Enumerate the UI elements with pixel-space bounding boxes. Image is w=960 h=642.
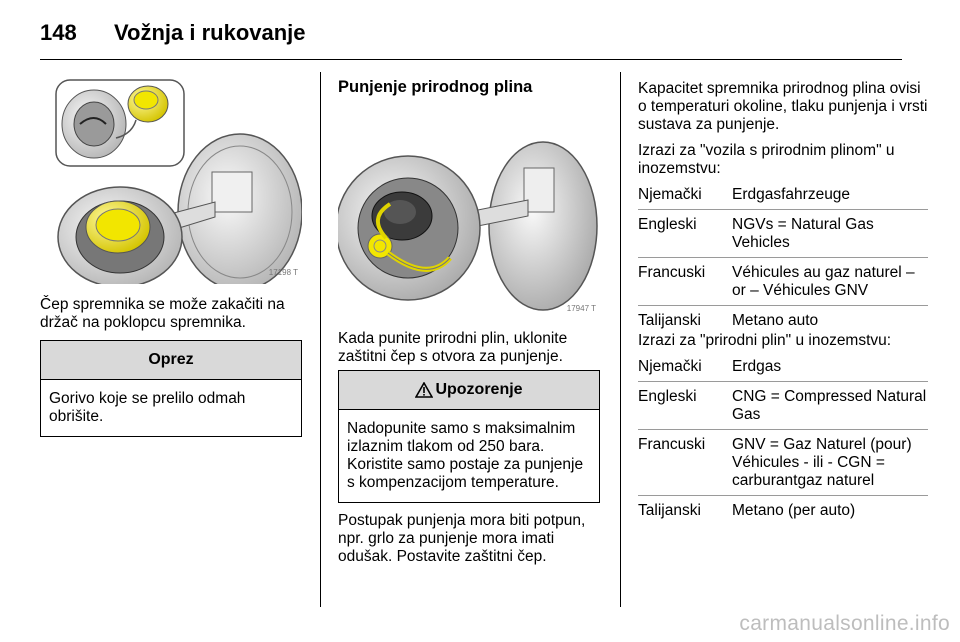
term-cell: CNG = Compressed Natural Gas: [732, 388, 927, 423]
term-cell: Metano auto: [732, 312, 819, 329]
terms-vehicles-table: [638, 180, 928, 335]
caution-box: [40, 340, 302, 437]
warning-header: [339, 371, 599, 410]
term-cell: GNV = Gaz Naturel (pour) Véhicules - ili - CGN = carburantgaz naturel: [732, 436, 912, 489]
intro-paragraph: Kada punite prirodni plin, uklonite zaštitni čep s otvora za punjenje.: [338, 330, 568, 365]
figure-code: 17947 T: [566, 304, 596, 313]
fuel-cap-illustration: [40, 72, 302, 284]
warning-box: [338, 370, 600, 503]
warning-title: Upozorenje: [435, 381, 523, 398]
terms-gas-table: [638, 352, 928, 525]
gas-filler-figure: [338, 108, 600, 320]
language-cell: Engleski: [638, 216, 697, 233]
gas-filler-illustration: [338, 108, 600, 320]
term-cell: Metano (per auto): [732, 502, 856, 519]
chapter-title: Vožnja i rukovanje: [114, 20, 306, 45]
caution-body: Gorivo koje se prelilo odmah obrišite.: [49, 390, 246, 425]
table-row: [638, 495, 928, 525]
language-cell: Engleski: [638, 388, 697, 405]
column-divider-1: [320, 72, 321, 607]
language-cell: Njemački: [638, 186, 702, 203]
warning-body: Nadopunite samo s maksimalnim izlaznim tlakom od 250 bara. Koristite samo postaje za punjenje s kompenzacijom temperature.: [347, 420, 584, 491]
section-heading: Punjenje prirodnog plina: [338, 78, 533, 96]
table-row: [638, 429, 928, 495]
caution-title: Oprez: [41, 341, 301, 380]
language-cell: Njemački: [638, 358, 702, 375]
figure-caption: Čep spremnika se može zakačiti na držač na poklopcu spremnika.: [40, 296, 285, 331]
language-cell: Talijanski: [638, 312, 701, 329]
capacity-paragraph: Kapacitet spremnika prirodnog plina ovisi o temperaturi okoline, tlaku punjenja i vrsti sustava za punjenje.: [638, 80, 928, 133]
warning-icon: [415, 382, 433, 398]
term-cell: Véhicules au gaz naturel – or – Véhicules GNV: [732, 264, 915, 299]
table-row: [638, 352, 928, 381]
terms-vehicles-intro: Izrazi za "vozila s prirodnim plinom" u inozemstvu:: [638, 142, 895, 177]
watermark: carmanualsonline.info: [739, 612, 950, 635]
language-cell: Talijanski: [638, 502, 701, 519]
header-rule: [40, 59, 902, 60]
table-row: [638, 180, 928, 209]
table-row: [638, 257, 928, 305]
figure-code: 17198 T: [268, 268, 298, 277]
table-row: [638, 305, 928, 335]
term-cell: NGVs = Natural Gas Vehicles: [732, 216, 874, 251]
column-divider-2: [620, 72, 621, 607]
table-row: [638, 381, 928, 429]
terms-gas-intro: Izrazi za "prirodni plin" u inozemstvu:: [638, 332, 892, 349]
term-cell: Erdgasfahrzeuge: [732, 186, 851, 203]
procedure-paragraph: Postupak punjenja mora biti potpun, npr. grlo za punjenje mora imati odušak. Postavite zaštitni čep.: [338, 512, 586, 565]
page-number: 148: [40, 20, 77, 45]
fuel-cap-figure: [40, 72, 302, 284]
table-row: [638, 209, 928, 257]
term-cell: Erdgas: [732, 358, 782, 375]
language-cell: Francuski: [638, 264, 706, 281]
language-cell: Francuski: [638, 436, 706, 453]
